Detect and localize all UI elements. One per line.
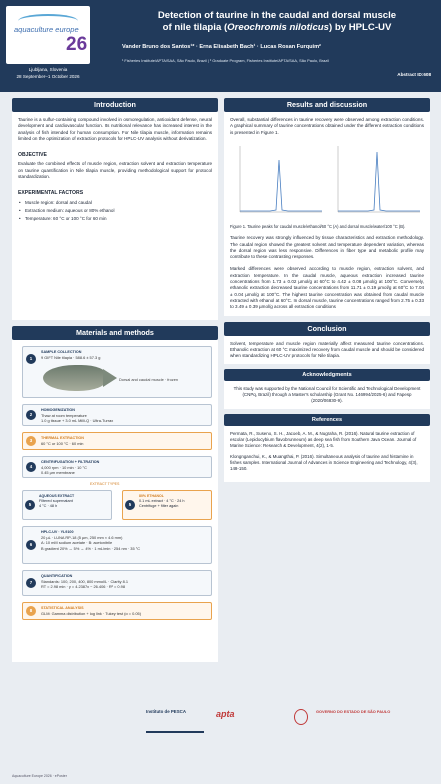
references-heading: References: [224, 414, 430, 426]
step-text: 60 °C or 100 °C · 60 min: [41, 441, 84, 447]
logo-text: aquaculture europe: [14, 25, 79, 34]
step-label: SAMPLE COLLECTION: [41, 350, 82, 354]
chromatogram-a: [240, 146, 322, 212]
conference-logo: [6, 6, 90, 64]
results-paragraph: Marked differences were observed according to muscle region, extraction solvent, and extraction temperature. In the caudal muscle, aqueous extraction increased taurine concentrations from 1.73 ± 0.02 µmol/g at 60°C to 4.42 ± 0.08 µmol/g at 100°C. Conversely, ethanolic extraction decreased taurine concentrations from 11.71 ± 0.19 µmol/g at 60°C to 7.04 ± 0.04 µmol/g at 100°C. The highest taurine concentration was obtained from caudal muscle extracted with ethanol at 60°C. In dorsal muscle, taurine concentrations ranged from 2.75 ± 0.33 to 3.49 ± 0.39 µmol/g across all extraction conditions: [230, 266, 424, 310]
step-text: GLM: Gamma distribution + log link · Tukey test (α = 0.05): [41, 611, 141, 617]
logo-year: 26: [66, 34, 88, 55]
step-label: CENTRIFUGATION + FILTRATION: [41, 460, 100, 464]
step-statistical-analysis: [22, 602, 212, 620]
conclusion-heading: Conclusion: [224, 322, 430, 336]
step-thermal-extraction: [22, 432, 212, 450]
conclusion-body: [224, 336, 430, 365]
acknowledgments-body: [224, 381, 430, 409]
sao-paulo-seal-icon: [294, 709, 308, 725]
chromatogram-b: [338, 146, 420, 212]
chromatogram-svg: [230, 140, 424, 222]
acknowledgments-text: This study was supported by the National Council for Scientific and Technological Development (CNPq, Brazil) through a Master's scholarship (Grant No. 146994/2025-6) and Fapesp (2020/06830-9).: [233, 386, 421, 404]
step-text: 9 GIFT Nile tilapia · 588.6 ± 57.3 g: [41, 355, 101, 361]
sponsor-logos: [134, 707, 430, 735]
apta-logo: apta: [216, 709, 235, 719]
objective-heading: OBJECTIVE: [18, 152, 47, 159]
step-ethanol-extract: [122, 490, 212, 520]
step-label: 80% ETHANOL: [139, 494, 164, 498]
step-centrifugation: [22, 456, 212, 478]
step-label: QUANTIFICATION: [41, 574, 73, 578]
figure-1-chromatograms: [230, 140, 424, 222]
objective-text: Evaluate the combined effects of muscle region, extraction solvent and extraction temperature on taurine quantification in Nile tilapia muscle, providing methodological support for protocol standardization.: [18, 161, 212, 180]
step-number: 7: [26, 578, 36, 588]
methods-flowchart: [12, 340, 218, 662]
conference-location: Ljubljana, Slovenia: [28, 67, 68, 72]
factors-heading: EXPERIMENTAL FACTORS: [18, 190, 84, 197]
step-aqueous-extract: [22, 490, 112, 520]
methods-heading: Materials and methods: [12, 326, 218, 340]
step-text: 0.1 mL extract · 4 °C · 24 h Centrifuge + filter again: [139, 499, 185, 508]
step-quantification: [22, 570, 212, 596]
acknowledgments-heading: Acknowledgments: [224, 369, 430, 381]
reference-item: Klongnganchui, K., & Muangthai, P. (2016). Simultaneous analysis of taurine and histamine in fishes samples. International Journal of Advances in Science Engineering and Technology, 4(3), 148-150.: [230, 454, 418, 472]
results-paragraph: Taurine recovery was strongly influenced by tissue characteristics and extraction methodology. The caudal region showed the greatest solvent and temperature dependent variation, whereas the dorsal region was less responsive. Differences in fiber type and metabolic profile may contribute to these contrasting responses.: [230, 235, 424, 260]
list-item: • Temperature: 60 °C or 100 °C for 60 min: [18, 216, 212, 222]
references-body: [224, 426, 430, 482]
step-label: THERMAL EXTRACTION: [41, 436, 84, 440]
extract-types-label: EXTRACT TYPES: [90, 482, 120, 486]
conference-dates: 28 September–1 October 2026: [16, 74, 80, 79]
step-label: AQUEOUS EXTRACT: [39, 494, 75, 498]
left-column: [12, 98, 218, 662]
government-logo: GOVERNO DO ESTADO DE SÃO PAULO: [316, 709, 391, 714]
affiliations: ¹ Fisheries Institute/APTA/SAA, São Paulo, Brazil | ² Graduate Program, Fisheries Institute/APTA/SAA, São Paulo, Brazil: [122, 58, 329, 63]
list-item: • Muscle region: dorsal and caudal: [18, 200, 212, 206]
results-body: [224, 112, 430, 316]
step-text: Thaw at room temperature 1.0 g tissue + 3.0 mL Milli-Q · Ultra-Turrax: [41, 413, 114, 424]
footer-note: Aquaculture Europe 2026 · ePoster: [12, 774, 67, 778]
results-paragraph: Overall, substantial differences in taurine recovery were observed among extraction conditions. A graphical summary of taurine concentrations obtained under the different extraction conditions is presented in Figure 1.: [230, 117, 424, 135]
fish-tail-icon: [103, 369, 117, 387]
step-number: 5: [25, 500, 35, 510]
right-column: [224, 98, 430, 482]
reference-item: Permata, R., Suseno, S. H., Jacoeb, A. M., & Nugraha, R. (2016). Natural taurine extraction of escolar (Lepidocybium flavobrunneum) as deep sea fish from Southern Java Ocean. Journal of Marine Science: Research & Development, 4(2), 1-5.: [230, 431, 417, 449]
title-species: Oreochromis niloticus: [227, 22, 329, 33]
step-label: HOMOGENIZATION: [41, 408, 75, 412]
results-heading: Results and discussion: [224, 98, 430, 112]
step-text: 4,000 rpm · 10 min · 10 °C 0.45 µm membrane: [41, 465, 87, 476]
introduction-heading: Introduction: [12, 98, 218, 112]
step-number: 5: [125, 500, 135, 510]
tilapia-fish-icon: [43, 365, 107, 391]
step-hplc-uv: [22, 526, 212, 564]
title-line1: Detection of taurine in the caudal and dorsal muscle: [157, 10, 397, 21]
abstract-id: Abstract ID:608: [397, 72, 431, 77]
step-number: 4: [26, 462, 36, 472]
step-text: 20 µL · LUNA RP-18 (5 µm, 250 mm × 4.6 mm) A: 10 mM sodium acetate · B: acetonitrile B gradient 20% → 5% → 4% · 1 mL/min · 254 nm · 35 °C: [41, 535, 141, 551]
poster-header: [0, 0, 441, 92]
introduction-text: Taurine is a sulfur-containing compound involved in osmoregulation, antioxidant defense, neural development and cardiovascular function. Its nutritional relevance has increased interest in the analysis of fish intended for human consumption. For Nile tilapia muscle, information remains limited on the optimization of extraction protocols for HPLC-UV analysis without derivatization.: [18, 117, 212, 141]
factors-list: [18, 200, 212, 223]
title-prefix: of nile tilapia (: [162, 22, 228, 33]
step-label: STATISTICAL ANALYSIS: [41, 606, 84, 610]
figure-caption: Figure 1. Taurine peaks for caudal muscle/ethanol/60 °C (A) and dorsal muscle/water/100 °C (B).: [230, 223, 406, 229]
instituto-pesca-logo: Instituto de PESCA: [146, 709, 204, 733]
introduction-body: [12, 112, 218, 320]
fish-caption: Dorsal and caudal muscle · frozen: [119, 377, 179, 382]
conclusion-text: Solvent, temperature and muscle region materially affect measured taurine concentrations. Ethanolic extraction at 60 °C maximized recovery from caudal muscle and should be considered when standardizing HPLC-UV protocols for Nile tilapia.: [230, 340, 424, 359]
authors: Vander Bruno dos Santos¹* · Erna Elisabeth Bach¹ · Lucas Rosan Furquim²: [122, 44, 321, 50]
poster-title: [118, 10, 436, 34]
step-number: 1: [26, 354, 36, 364]
step-number: 3: [26, 436, 36, 446]
step-number: 6: [26, 540, 36, 550]
list-item: • Extraction medium: aqueous or 80% ethanol: [18, 208, 212, 214]
title-suffix: ) by HPLC-UV: [328, 22, 392, 33]
step-text: Standards: 100, 200, 400, 800 mmol/L · Clarity 8.1 RT = 2.98 min · y = 4.2387x − 26.406 · R² = 0.98: [41, 579, 129, 590]
step-sample-collection: [22, 346, 212, 398]
step-label: HPLC-UV · YL9100: [41, 530, 74, 534]
step-homogenization: [22, 404, 212, 426]
step-number: 2: [26, 410, 36, 420]
step-number: 8: [26, 606, 36, 616]
step-text: Filtered supernatant 4 °C · 48 h: [39, 499, 73, 508]
